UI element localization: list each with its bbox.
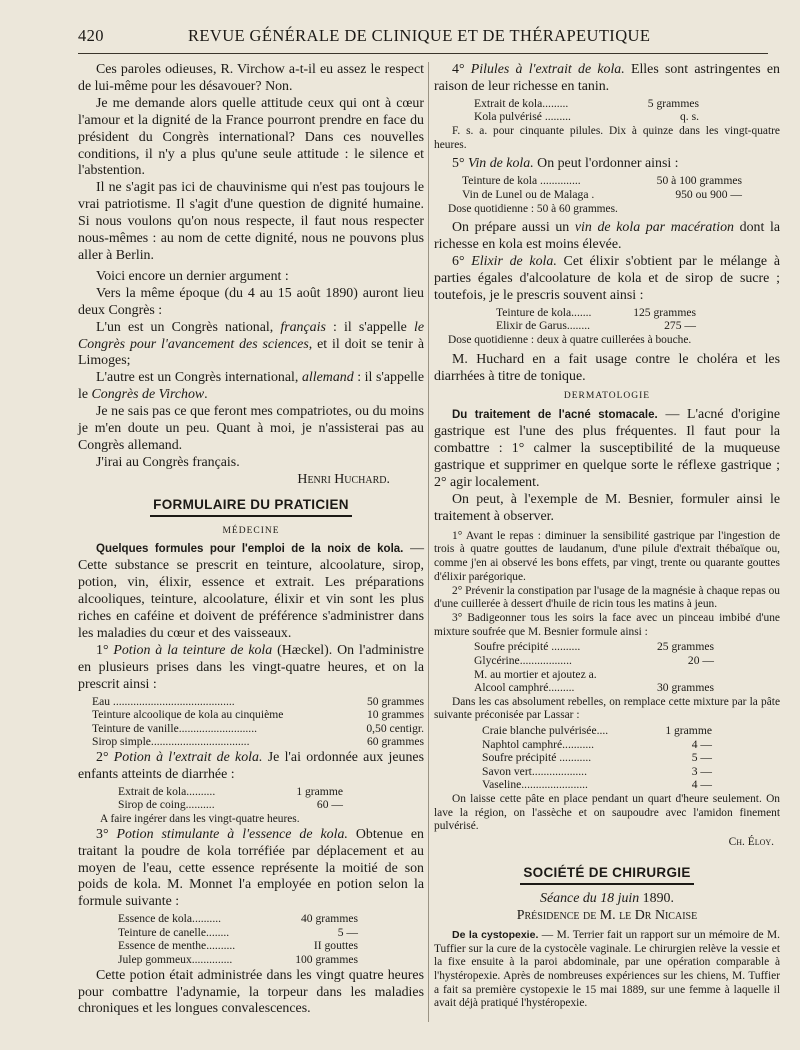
emphasis: Potion à la teinture de kola [113,642,273,658]
ingredient: Teinture de canelle........ [118,925,230,939]
text: : il s'appelle [325,319,414,335]
text: 3° [96,826,117,842]
quantity: q. s. [679,110,699,124]
section-title: FORMULAIRE DU PRATICIEN [150,497,352,517]
ingredient: Craie blanche pulvérisée.... [482,724,609,738]
quantity: II gouttes [313,939,358,953]
quantity: 275 — [664,319,696,333]
text: On prépare aussi un [452,220,575,236]
paragraph: On peut, à l'exemple de M. Besnier, formuler ainsi le traitement à observer. [434,491,780,524]
author-signature: Henri Huchard. [297,471,390,487]
text: Cet élixir s'obtient par le mélange à parties égales d'alcoolature de kola et de sirop de sucre ; toutefois, je le prescris souvent ainsi : [434,254,780,303]
quantity: 5 grammes [647,96,699,110]
text: L'autre est un Congrès international, [96,370,302,386]
paragraph: 1° Avant le repas : diminuer la sensibilité gastrique par l'ingestion de trois à quatre gouttes de laudanum, d'une pilule d'extrait thébaïque ou, comme j'en ai observé les bons effets, par vingt, trente ou quarante gouttes d'élixir parégorique. [434,529,780,583]
recipe-row [482,765,712,779]
recipe-6 [496,306,696,333]
recipe-row [462,174,742,188]
ingredient: Extrait de kola.......... [118,784,216,798]
quantity: 1 gramme [665,724,712,738]
quantity: 40 grammes [301,912,358,926]
quantity: 5 — [691,751,712,765]
text: (Hæckel). On l'administre en plusieurs prises dans les vingt-quatre heures, et on la prescrit ainsi : [78,642,424,692]
page-number: 420 [78,26,104,45]
seance-date [434,891,780,908]
ingredient: Teinture de kola .............. [462,174,581,188]
paragraph: Je ne sais pas ce que feront mes compatriotes, ou du moins je m'en doute un peu. Quant à moi, je n'assisterai pas au Congrès allemand. [78,404,424,453]
recipe-row [92,695,424,709]
quantity: 4 — [691,737,712,751]
ingredient: Kola pulvérisé ......... [474,110,571,124]
ingredient: Elixir de Garus........ [496,319,591,333]
recipe-2 [118,785,343,812]
recipe-row [118,953,358,967]
paragraph [434,220,780,254]
recipe-8 [482,724,712,792]
author-signature: Ch. Éloy. [728,836,774,849]
emphasis: Potion à l'extrait de kola. [113,750,263,765]
paragraph: Je me demande alors quelle attitude ceux qui ont à cœur l'amour et la dignité de la France pourront prendre en face du président du Congrès international? Dans ces nouvelles conditions, il n'y a plus qu'une seule attitude : le silence et l'abstention. [78,95,424,179]
recipe-row [118,912,358,926]
recipe-row [118,926,358,940]
quantity: 60 grammes [367,735,424,749]
emphasis: Vin de kola. [467,156,534,172]
paragraph: 3° Badigeonner tous les soirs la face avec un pinceau imbibé d'une mixture soufrée que M. Besnier formule ainsi : [434,611,780,638]
quantity: 125 grammes [633,305,696,319]
recipe-instruction: M. au mortier et ajoutez a. [474,667,597,681]
recipe-row [496,306,696,320]
recipe-note: Dose quotidienne : deux à quatre cuillerées à bouche. [448,333,692,346]
emphasis: vin de kola par macération [574,220,734,236]
ingredient: Vaseline....................... [482,778,588,792]
emphasis: Pilules à l'extrait de kola. [470,62,625,77]
paragraph [78,541,424,642]
recipe-row [496,319,696,333]
quantity: 1 gramme [296,784,343,798]
quantity: 950 ou 900 — [675,187,742,201]
ingredient: Savon vert................... [482,764,587,778]
section-title: SOCIÉTÉ DE CHIRURGIE [520,865,693,885]
recipe-row [474,654,714,668]
quantity: 10 grammes [367,708,424,722]
paragraph: Dans les cas absolument rebelles, on remplace cette mixture par la pâte suivante préconisée par Lassar : [434,695,780,722]
recipe-row [474,640,714,654]
text: Je l'ai ordonnée aux jeunes enfants atteints de diarrhée : [78,750,424,782]
quantity: 5 — [337,925,358,939]
header-rule [78,53,768,54]
recipe-1 [92,695,424,749]
recipe-row [482,751,712,765]
paragraph: Vers la même époque (du 4 au 15 août 1890) auront lieu deux Congrès : [78,285,424,318]
recipe-row [92,708,424,722]
text: 6° [452,254,472,270]
subsection-title: DERMATOLOGIE [563,391,651,402]
recipe-row [462,188,742,202]
ingredient: Alcool camphré......... [474,681,575,695]
paragraph [78,750,424,784]
quantity: 60 — [316,798,343,812]
emphasis: le Congrès pour l'avancement des sciences [78,319,424,352]
paragraph [78,827,424,912]
recipe-note: Dose quotidienne : 50 à 60 grammes. [448,202,618,215]
paragraph [78,370,424,404]
recipe-3 [118,912,358,966]
ingredient: Sirop de coing.......... [118,798,215,812]
paragraph: Cette potion était administrée dans les vingt quatre heures pour combattre l'adynamie, la torpeur dans les maladies chroniques et les longues convalescences. [78,967,424,1017]
ingredient: Essence de menthe.......... [118,939,236,953]
quantity: 3 — [691,764,712,778]
text: . [204,387,208,403]
paragraph: M. Huchard en a fait usage contre le choléra et les diarrhées à titre de tonique. [434,351,780,384]
recipe-7 [474,640,714,694]
quantity: 20 — [687,653,714,667]
quantity: 25 grammes [657,640,714,654]
recipe-note: F. s. a. pour cinquante pilules. Dix à quinze dans les vingt-quatre heures. [434,125,780,151]
ingredient: Essence de kola.......... [118,912,222,926]
paragraph: J'irai au Congrès français. [96,454,240,470]
text: 4° [452,62,471,77]
article-title: De la cystopexie. [452,928,539,941]
text: — M. Terrier fait un rapport sur un mémoire de M. Tuffier sur la cure de la cystocèle vaginale. Le chirurgien relève la vessie et la fixe ensuite à la paroi abdominale, par une opération comparable à l'hystéropexie. Après de nombreuses expériences sur les chiens, M. Tuffier a fait sa première cystopexie le 15 mai 1889, sur une femme à laquelle il avait déjà pratiqué l'hystéropexie. [434,928,780,1010]
text: — Cette substance se prescrit en teinture, alcoolature, sirop, potion, vin, élixir, essence et extrait. Les préparations alcooliques, teinture, alcoolature, élixir et vin sont les plus riches en caféine et doivent de préférence s'administrer dans les maladies du cœur et des vaisseaux. [78,541,424,641]
emphasis: allemand [301,370,354,386]
text: On peut l'ordonner ainsi : [533,156,679,172]
recipe-row [482,778,712,792]
section-banner [434,865,780,885]
paragraph [434,62,780,96]
emphasis: Séance du [540,890,601,906]
text: 5° [452,156,468,172]
running-title: REVUE GÉNÉRALE DE CLINIQUE ET DE THÉRAPEUTIQUE [188,26,651,45]
paragraph: 2° Prévenir la constipation par l'usage de la magnésie à chaque repas ou d'une cuillerée à dessert d'huile de ricin tous les matins à jeun. [434,584,780,611]
emphasis: 18 juin [600,890,640,906]
recipe-note: A faire ingérer dans les vingt-quatre heures. [100,813,300,825]
ingredient: Sirop simple.................................. [92,735,250,749]
recipe-row [474,110,699,124]
subsection-title: MÉDECINE [222,525,280,536]
paragraph [78,643,424,694]
ingredient: Teinture de vanille........................... [92,721,258,735]
ingredient: Glycérine.................. [474,653,572,667]
section-banner [78,497,424,517]
text: : il s'appelle le [78,370,424,403]
recipe-row [118,798,343,812]
text: 1890. [639,890,674,906]
article-title: Du traitement de l'acné stomacale. [452,409,658,422]
ingredient: Soufre précipité .......... [474,640,581,654]
paragraph [434,254,780,305]
recipe-row [92,722,424,736]
text: L'un est un Congrès national, [96,319,281,335]
text: , et il doit se tenir à Limoges; [78,336,424,369]
text: 1° [96,642,114,658]
paragraph: On laisse cette pâte en place pendant un quart d'heure seulement. On lave la région, on l'assèche et on saupoudre avec l'amidon finement pulvérisé. [434,793,780,833]
ingredient: Teinture alcoolique de kola au cinquième [92,708,284,722]
emphasis: Elixir de kola. [471,254,557,270]
emphasis: Potion stimulante à l'essence de kola. [116,826,348,842]
paragraph [434,929,780,1011]
recipe-row [118,785,343,799]
recipe-row [482,724,712,738]
text: Obtenue en traitant la poudre de kola torréfiée par déplacement et au moyen de l'eau, cette essence représente la moitié de son poids de kola. M. Monnet l'a employée en potion selon la formule suivante : [78,826,424,910]
quantity: 50 grammes [367,694,424,708]
presidence: Présidence de M. le Dr Nicaise [516,907,698,923]
right-column [434,62,780,1011]
quantity: 100 grammes [295,953,358,967]
ingredient: Eau .......................................... [92,694,235,708]
ingredient: Naphtol camphré........... [482,737,595,751]
text: Elles sont astringentes en raison de leur richesse en tanin. [434,62,780,94]
recipe-row [118,939,358,953]
recipe-row [474,97,699,111]
quantity: 4 — [691,778,712,792]
quantity: 30 grammes [657,681,714,695]
quantity: 50 à 100 grammes [656,174,742,188]
ingredient: Soufre précipité ........... [482,751,592,765]
left-column [78,62,424,1018]
paragraph [434,156,780,173]
text: dont la richesse en kola est moins élevée. [434,220,781,253]
recipe-row [482,738,712,752]
column-divider [428,62,429,1022]
paragraph: Il ne s'agit pas ici de chauvinisme qui n'est pas toujours le vrai patriotisme. Il s'agit d'une question de dignité humaine. Si nous voulons qu'on nous respecte, il faut nous respecter nous-mêmes : au nom de cette dignité, nous ne pouvons plus aller à Berlin. [78,180,424,263]
text: 2° [96,750,114,765]
paragraph: Ces paroles odieuses, R. Virchow a-t-il eu assez le respect de lui-même pour les désavouer? Non. [78,62,424,94]
ingredient: Extrait de kola......... [474,96,569,110]
recipe-row [92,735,424,749]
article-title: Quelques formules pour l'emploi de la noix de kola. [96,543,404,556]
recipe-4 [474,97,699,124]
ingredient: Julep gommeux.............. [118,953,233,967]
recipe-5 [462,174,742,201]
recipe-row [474,681,714,695]
quantity: 0,50 centigr. [366,721,424,735]
running-header [78,26,768,48]
emphasis: Congrès de Virchow [91,387,205,403]
text: — L'acné d'origine gastrique est l'une des plus fréquentes. Il faut pour la combattre : 1° calmer la susceptibilité de la muqueuse gastrique et supprimer en quelque sorte le réflexe gastrique ; 2° agir localement. [434,407,780,490]
emphasis: français [280,319,326,335]
paragraph: Voici encore un dernier argument : [96,268,289,284]
paragraph [78,320,424,371]
ingredient: Teinture de kola....... [496,305,592,319]
paragraph [434,407,780,492]
ingredient: Vin de Lunel ou de Malaga . [462,187,595,201]
